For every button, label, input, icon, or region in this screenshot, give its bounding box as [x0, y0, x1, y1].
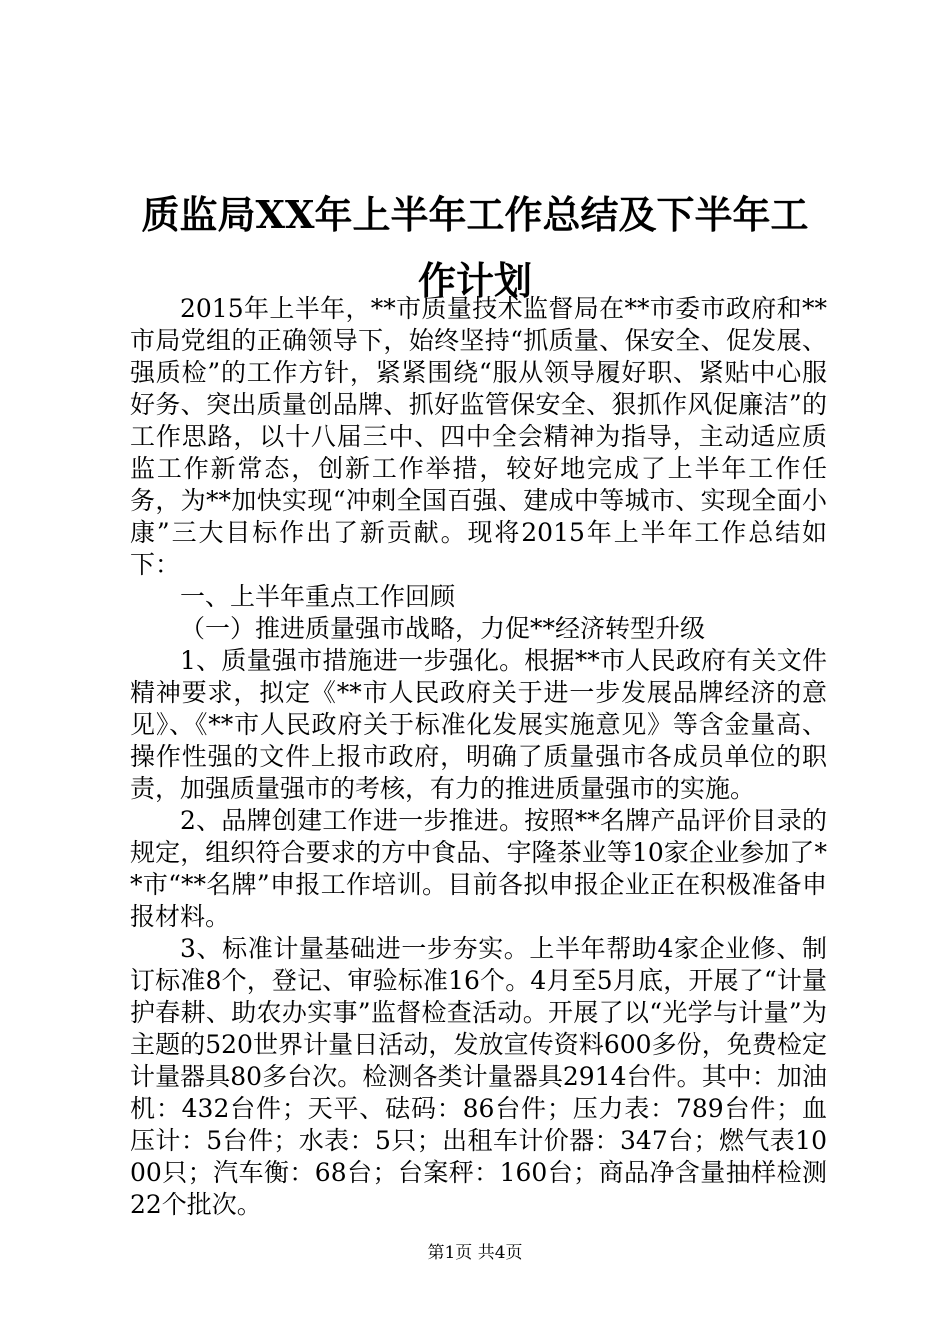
body-paragraph: 2、品牌创建工作进一步推进。按照**名牌产品评价目录的规定，组织符合要求的方中食品、宇隆茶业等10家企业参加了**市“**名牌”申报工作培训。目前各拟申报企业正在积极准备申报材料。: [130, 806, 827, 931]
body-paragraph: 3、标准计量基础进一步夯实。上半年帮助4家企业修、制订标准8个，登记、审验标准16个。4月至5月底，开展了“计量护春耕、助农办实事”监督检查活动。开展了以“光学与计量”为主题的520世界计量日活动，发放宣传资料600多份，免费检定计量器具80多台次。检测各类计量器具2914台件。其中：加油机：432台件；天平、砝码：86台件；压力表：789台件；血压计：5台件；水表：5只；出租车计价器：347台；燃气表1000只；汽车衡：68台；台案秤：160台；商品净含量抽样检测22个批次。: [130, 934, 827, 1219]
section-heading: 一、上半年重点工作回顾: [180, 582, 456, 611]
document-title: 质监局XX年上半年工作总结及下半年工作计划: [141, 192, 809, 303]
document-body: [130, 293, 827, 1221]
page-number-footer: 第1页 共4页: [427, 1243, 523, 1263]
intro-paragraph: 2015年上半年，**市质量技术监督局在**市委市政府和**市局党组的正确领导下，始终坚持“抓质量、保安全、促发展、强质检”的工作方针，紧紧围绕“服从领导履好职、紧贴中心服好务、突出质量创品牌、抓好监管保安全、狠抓作风促廉洁”的工作思路，以十八届三中、四中全会精神为指导，主动适应质监工作新常态，创新工作举措，较好地完成了上半年工作任务，为**加快实现“冲刺全国百强、建成中等城市、实现全面小康”三大目标作出了新贡献。现将2015年上半年工作总结如下：: [130, 294, 827, 579]
subsection-heading: （一）推进质量强市战略，力促**经济转型升级: [180, 614, 706, 643]
body-paragraph: 1、质量强市措施进一步强化。根据**市人民政府有关文件精神要求，拟定《**市人民政府关于进一步发展品牌经济的意见》、《**市人民政府关于标准化发展实施意见》等含金量高、操作性强的文件上报市政府，明确了质量强市各成员单位的职责，加强质量强市的考核，有力的推进质量强市的实施。: [130, 646, 827, 803]
